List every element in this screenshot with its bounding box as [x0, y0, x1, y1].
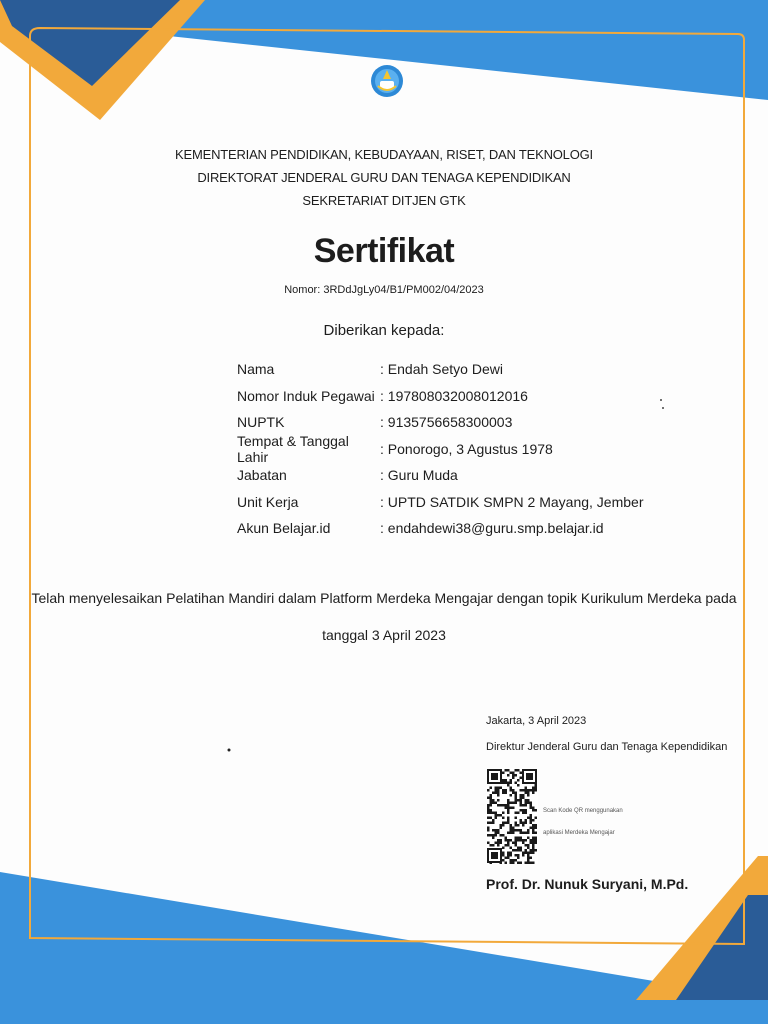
- field-value: : 197808032008012016: [380, 387, 528, 404]
- field-value: : Ponorogo, 3 Agustus 1978: [380, 440, 553, 457]
- field-label: NUPTK: [237, 414, 285, 431]
- field-label: Nomor Induk Pegawai: [237, 387, 375, 404]
- field-value: : UPTD SATDIK SMPN 2 Mayang, Jember: [380, 493, 644, 510]
- field-row: [237, 462, 643, 489]
- recipient-details: [237, 356, 643, 542]
- signer-position: Direktur Jenderal Guru dan Tenaga Kependidikan: [486, 741, 728, 753]
- field-label: Jabatan: [237, 467, 287, 484]
- directorate-line: DIREKTORAT JENDERAL GURU DAN TENAGA KEPENDIDIKAN: [197, 170, 571, 185]
- completion-statement: Telah menyelesaikan Pelatihan Mandiri dalam Platform Merdeka Mengajar dengan topik Kurikulum Merdeka pada: [31, 590, 737, 606]
- field-value: : Endah Setyo Dewi: [380, 361, 503, 378]
- field-row: [237, 489, 643, 516]
- field-value: : 9135756658300003: [380, 414, 513, 431]
- qr-instructions: [543, 800, 623, 844]
- field-row: [237, 432, 643, 465]
- certificate-number: Nomor: 3RDdJgLy04/B1/PM002/04/2023: [284, 284, 484, 296]
- field-row: [237, 515, 643, 542]
- given-to-label: Diberikan kepada:: [323, 322, 445, 339]
- field-row: [237, 383, 643, 410]
- field-row: [237, 356, 643, 383]
- signer-name: Prof. Dr. Nunuk Suryani, M.Pd.: [486, 876, 689, 892]
- field-label: Tempat & Tanggal Lahir: [237, 432, 349, 465]
- ministry-line: KEMENTERIAN PENDIDIKAN, KEBUDAYAAN, RISET, DAN TEKNOLOGI: [175, 147, 593, 162]
- field-value: : endahdewi38@guru.smp.belajar.id: [380, 520, 604, 537]
- secretariat-line: SEKRETARIAT DITJEN GTK: [302, 193, 466, 208]
- field-row: [237, 409, 643, 436]
- verification-qr-code: [486, 768, 538, 864]
- completion-date: tanggal 3 April 2023: [322, 627, 446, 643]
- qr-note-line: Scan Kode QR menggunakan: [543, 808, 623, 814]
- signing-place-date: Jakarta, 3 April 2023: [486, 715, 587, 727]
- field-value: : Guru Muda: [380, 467, 458, 484]
- field-label: Unit Kerja: [237, 493, 299, 510]
- certificate-title: Sertifikat: [313, 232, 455, 270]
- tut-wuri-handayani-logo: [370, 64, 404, 98]
- ministry-heading: [0, 143, 768, 212]
- field-label: Nama: [237, 361, 275, 378]
- field-label: Akun Belajar.id: [237, 520, 331, 537]
- qr-note-line: aplikasi Merdeka Mengajar: [543, 830, 615, 836]
